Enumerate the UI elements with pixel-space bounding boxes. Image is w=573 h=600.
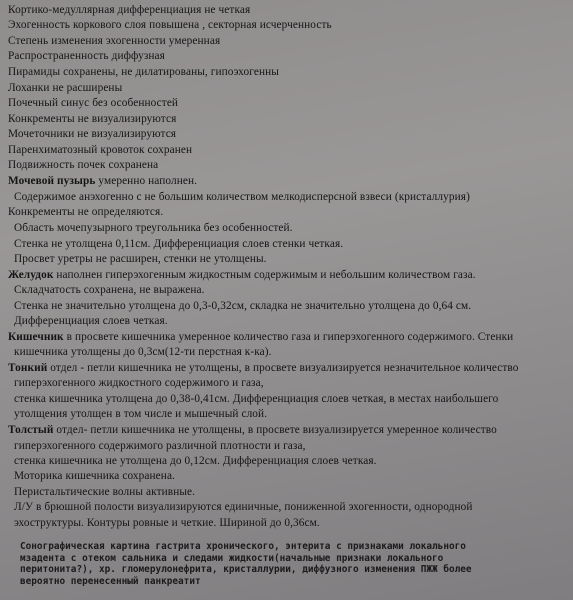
section-heading: Тонкий — [8, 362, 48, 374]
report-line — [8, 175, 197, 188]
report-line-text: Почечный синус без особенностей — [8, 97, 179, 109]
report-line — [8, 82, 122, 95]
report-line — [14, 455, 377, 468]
report-line-text: Кортико-медуллярная дифференциация не четкая — [8, 4, 251, 16]
report-line — [8, 113, 176, 126]
report-line — [14, 315, 168, 328]
report-line — [8, 97, 178, 110]
report-line-text: отдел - петли кишечника не утолщены, в просвете визуализируется незначительное количество — [47, 362, 519, 374]
report-line-text: Моторика кишечника сохранена. — [14, 470, 175, 482]
report-line — [8, 269, 476, 282]
report-line — [8, 19, 332, 32]
report-line-text: гиперэхогенного содержимого различной плотности и газа, — [14, 440, 306, 452]
section-heading: Толстый — [8, 424, 54, 436]
report-line — [14, 346, 272, 359]
report-line-text: Складчатость сохранена, не выражена. — [14, 284, 205, 296]
conclusion-line: мзадента с отеком сальника и следами жидкости(начальные признаки локального — [20, 552, 444, 564]
report-line — [14, 222, 293, 235]
report-line-text: Дифференциация слоев четкая. — [14, 315, 168, 327]
report-line-text: отдел- петли кишечника не утолщены, в просвете визуализируется умеренное количество — [53, 424, 497, 436]
report-line-text: Подвижность почек сохранена — [8, 159, 159, 171]
report-line — [8, 159, 158, 172]
report-line-text: Конкременты не определяются. — [8, 206, 164, 218]
report-line-text: Конкременты не визуализируются — [8, 113, 177, 125]
report-line — [14, 470, 175, 483]
report-line — [14, 191, 470, 204]
report-line-text: умеренно наполнен. — [95, 175, 198, 187]
section-heading: Мочевой пузырь — [8, 175, 96, 187]
report-line — [14, 517, 320, 530]
report-line-text: Перистальтические волны активные. — [14, 486, 196, 498]
report-line — [14, 284, 205, 297]
report-line-text: гиперэхогенного жидкостного содержимого и газа, — [14, 377, 264, 389]
report-line — [8, 4, 250, 17]
report-line — [8, 331, 513, 344]
conclusion-line: перитонита?), хр. гломерулонефрита, кристаллурии, диффузного изменения ПЖЖ более — [20, 564, 472, 575]
report-line-text: Область мочепузырного треугольника без особенностей. — [14, 222, 293, 234]
report-line-text: Стенка не значительно утолщена до 0,3-0,32см, складка не значительно утолщена до 0,64 см. — [14, 300, 472, 312]
report-line — [14, 440, 306, 453]
report-line-text: Содержимое анэхогенно с не большим количеством мелкодисперсной взвеси (кристаллурия) — [14, 191, 470, 203]
report-line — [14, 486, 195, 499]
section-heading: Желудок — [8, 269, 54, 281]
report-line — [8, 144, 192, 157]
report-line-text: стенка кишечника не утолщена до 0,12см. Дифференциация слоев четкая. — [14, 455, 377, 467]
report-line — [8, 50, 165, 63]
report-line — [8, 362, 519, 375]
report-line-text: Эхогенность коркового слоя повышена , секторная исчерченность — [8, 19, 332, 31]
report-line — [8, 66, 279, 79]
report-line — [14, 300, 471, 313]
conclusion-line: Сонографическая картина гастрита хронического, энтерита с признаками локального — [20, 541, 466, 552]
report-line — [14, 408, 267, 421]
report-line — [8, 424, 497, 437]
report-line — [14, 377, 264, 390]
report-line-text: Паренхиматозный кровоток сохранен — [8, 144, 193, 156]
report-line-text: Стенка не утолщена 0,11см. Дифференциация слоев стенки четкая. — [14, 238, 344, 250]
report-line — [14, 253, 267, 266]
report-line — [14, 238, 343, 251]
report-line-text: Лоханки не расширены — [8, 82, 123, 94]
report-line — [8, 35, 220, 48]
report-line-text: в просвете кишечника умеренное количество газа и гиперэхогенного содержимого. Стенки — [63, 331, 514, 343]
report-line-text: стенка кишечника утолщена до 0,38-0,41см. Дифференциация слоев четкая, в местах наибольшего — [14, 393, 499, 405]
report-line — [8, 206, 163, 219]
report-line-text: наполнен гиперэхогенным жидкостным содержимым и небольшим количеством газа. — [53, 269, 476, 281]
report-line-text: утолщения утолщен в том числе и мышечный слой. — [14, 408, 268, 420]
conclusion-block — [20, 541, 565, 587]
report-line-text: Степень изменения эхогенности умеренная — [8, 35, 221, 47]
report-line — [14, 393, 498, 406]
report-line-text: Пирамиды сохранены, не дилатированы, гипоэхогенны — [8, 66, 279, 78]
report-line-text: Просвет уретры не расширен, стенки не утолщены. — [14, 253, 267, 265]
report-line-text: кишечника утолщены до 0,3см(12-ти перстная к-ка). — [14, 346, 272, 358]
report-line-text: Л/У в брюшной полости визуализируются единичные, пониженной эхогенности, однородной — [14, 501, 473, 513]
report-line — [8, 128, 176, 141]
conclusion-line: вероятно перенесенный панкреатит — [20, 575, 201, 587]
report-line — [14, 501, 473, 514]
report-line-text: Распространенность диффузная — [8, 50, 165, 62]
report-line-text: Мочеточники не визуализируются — [8, 128, 177, 140]
section-heading: Кишечник — [8, 331, 64, 343]
report-line-text: эхоструктуры. Контуры ровные и четкие. Шириной до 0,36см. — [14, 517, 320, 529]
